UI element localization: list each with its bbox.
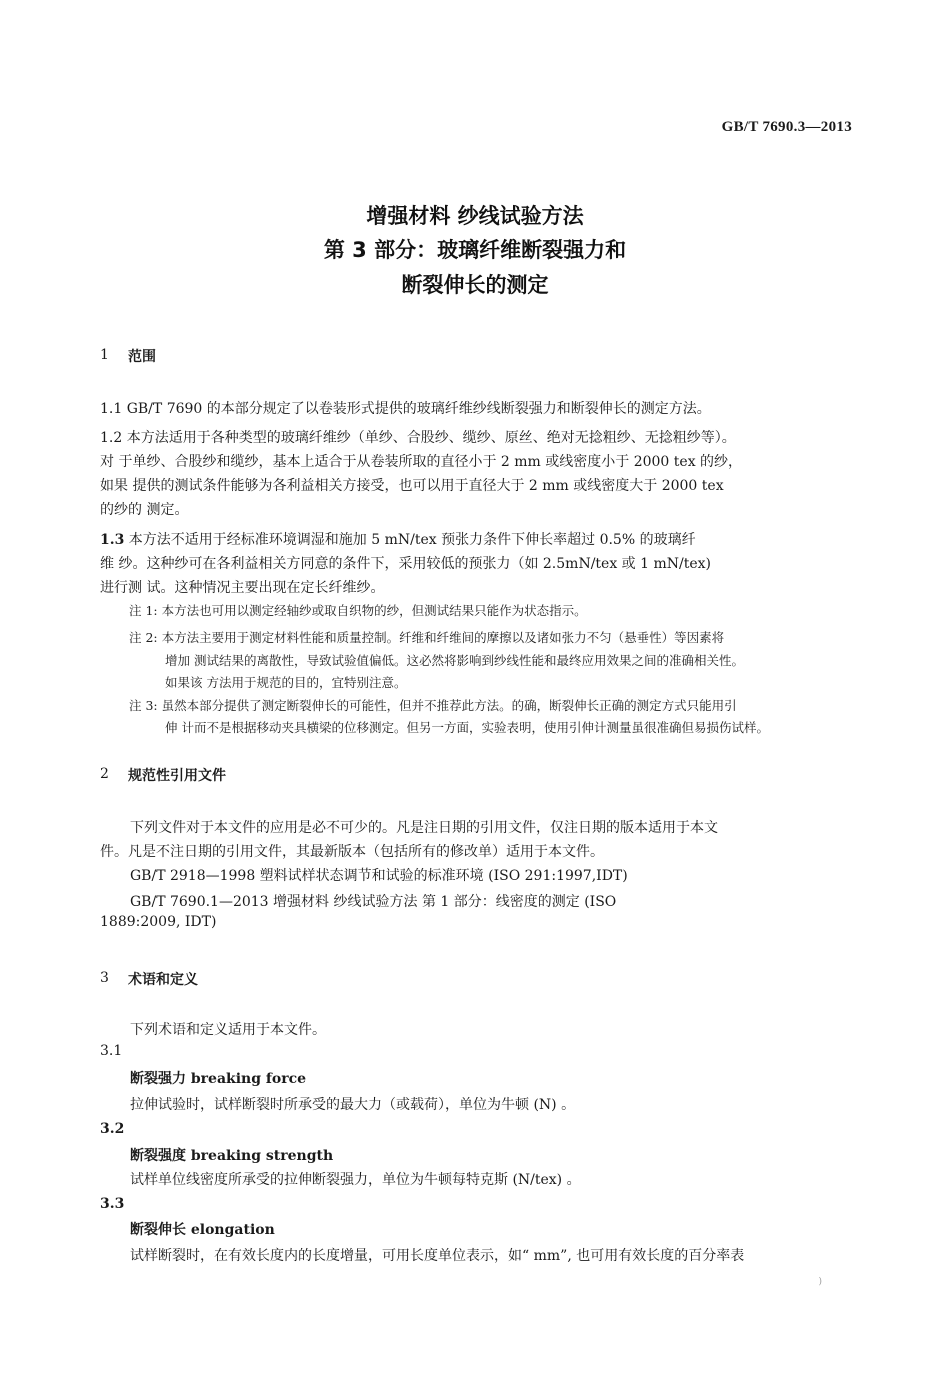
reference-2-line-2: 1889:2009, IDT) [100, 914, 217, 930]
term-3-2-name: 断裂强度 breaking strength [130, 1148, 334, 1164]
reference-1: GB/T 2918—1998 塑料试样状态调节和试验的标准环境 (ISO 291:1997,IDT) [130, 868, 628, 884]
term-3-3-definition: 试样断裂时，在有效长度内的长度增量，可用长度单位表示，如“ mm”, 也可用有效长度的百分率表 [130, 1248, 745, 1264]
note-2-line-3: 如果该 方法用于规范的目的，宜特别注意。 [165, 675, 407, 690]
clause-1-2-line-1: 1.2 本方法适用于各种类型的玻璃纤维纱（单纱、合股纱、缆纱、原丝、绝对无捻粗纱、无捻粗纱等）。 [100, 430, 736, 446]
clause-1-1: 1.1 GB/T 7690 的本部分规定了以卷装形式提供的玻璃纤维纱线断裂强力和断裂伸长的测定方法。 [100, 401, 711, 417]
term-3-1-name: 断裂强力 breaking force [130, 1071, 307, 1087]
section-2-para-line-1: 下列文件对于本文件的应用是必不可少的。凡是注日期的引用文件，仅注日期的版本适用于本文 [130, 820, 718, 836]
doc-title-line-3: 断裂伸长的测定 [401, 273, 549, 297]
clause-1-3-line-1 [100, 529, 696, 549]
doc-title-line-1: 增强材料 纱线试验方法 [366, 204, 584, 228]
clause-1-2-line-4: 的纱的 测定。 [100, 502, 189, 518]
standard-code: GB/T 7690.3—2013 [721, 119, 852, 135]
term-3-2-number: 3.2 [100, 1121, 125, 1137]
clause-1-2-line-2: 对 于单纱、合股纱和缆纱，基本上适合于从卷装所取的直径小于 2 mm 或线密度小于 2000 tex 的纱， [100, 454, 743, 470]
clause-1-3-line-2: 维 纱。这种纱可在各利益相关方同意的条件下，采用较低的预张力（如 2.5mN/tex 或 1 mN/tex) [100, 556, 711, 572]
section-2-number: 2 [100, 766, 109, 782]
doc-title-line-2: 第 3 部分：玻璃纤维断裂强力和 [323, 238, 627, 262]
section-3-number: 3 [100, 970, 109, 986]
term-3-3-number: 3.3 [100, 1196, 125, 1212]
term-3-1-number: 3.1 [100, 1043, 123, 1059]
section-3-title: 术语和定义 [128, 972, 198, 988]
section-3-intro: 下列术语和定义适用于本文件。 [130, 1022, 326, 1038]
page-mark: ) [818, 1277, 822, 1287]
reference-2-line-1: GB/T 7690.1—2013 增强材料 纱线试验方法 第 1 部分：线密度的测定 (ISO [130, 894, 617, 910]
section-1-title: 范围 [128, 349, 156, 365]
note-2-line-2: 增加 测试结果的离散性，导致试验值偏低。这必然将影响到纱线性能和最终应用效果之间的准确相关性。 [165, 653, 744, 668]
section-2-title: 规范性引用文件 [128, 768, 226, 784]
note-3-line-1: 注 3: 虽然本部分提供了测定断裂伸长的可能性，但并不推荐此方法。的确，断裂伸长正确的测定方式只能用引 [129, 698, 737, 713]
clause-1-3-text: 本方法不适用于经标准环境调湿和施加 5 mN/tex 预张力条件下伸长率超过 0.5% 的玻璃纤 [124, 532, 696, 548]
note-1: 注 1: 本方法也可用以测定经轴纱或取自织物的纱，但测试结果只能作为状态指示。 [129, 603, 587, 618]
section-2-para-line-2: 件。凡是不注日期的引用文件，其最新版本（包括所有的修改单）适用于本文件。 [100, 844, 604, 860]
term-3-1-definition: 拉伸试验时，试样断裂时所承受的最大力（或载荷），单位为牛顿 (N) 。 [130, 1097, 576, 1113]
term-3-2-definition: 试样单位线密度所承受的拉伸断裂强力，单位为牛顿每特克斯 (N/tex) 。 [130, 1172, 581, 1188]
clause-1-3-number: 1.3 [100, 532, 125, 548]
section-1-number: 1 [100, 347, 109, 363]
clause-1-3-line-3: 进行测 试。这种情况主要出现在定长纤维纱。 [100, 580, 385, 596]
term-3-3-name: 断裂伸长 elongation [130, 1222, 275, 1238]
clause-1-2-line-3: 如果 提供的测试条件能够为各利益相关方接受，也可以用于直径大于 2 mm 或线密度大于 2000 tex [100, 478, 724, 494]
note-3-line-2: 伸 计而不是根据移动夹具横梁的位移测定。但另一方面，实验表明，使用引伸计测量虽很准确但易损伤试样。 [165, 720, 769, 735]
note-2-line-1: 注 2: 本方法主要用于测定材料性能和质量控制。纤维和纤维间的摩擦以及诸如张力不匀（悬垂性）等因素将 [129, 630, 725, 645]
